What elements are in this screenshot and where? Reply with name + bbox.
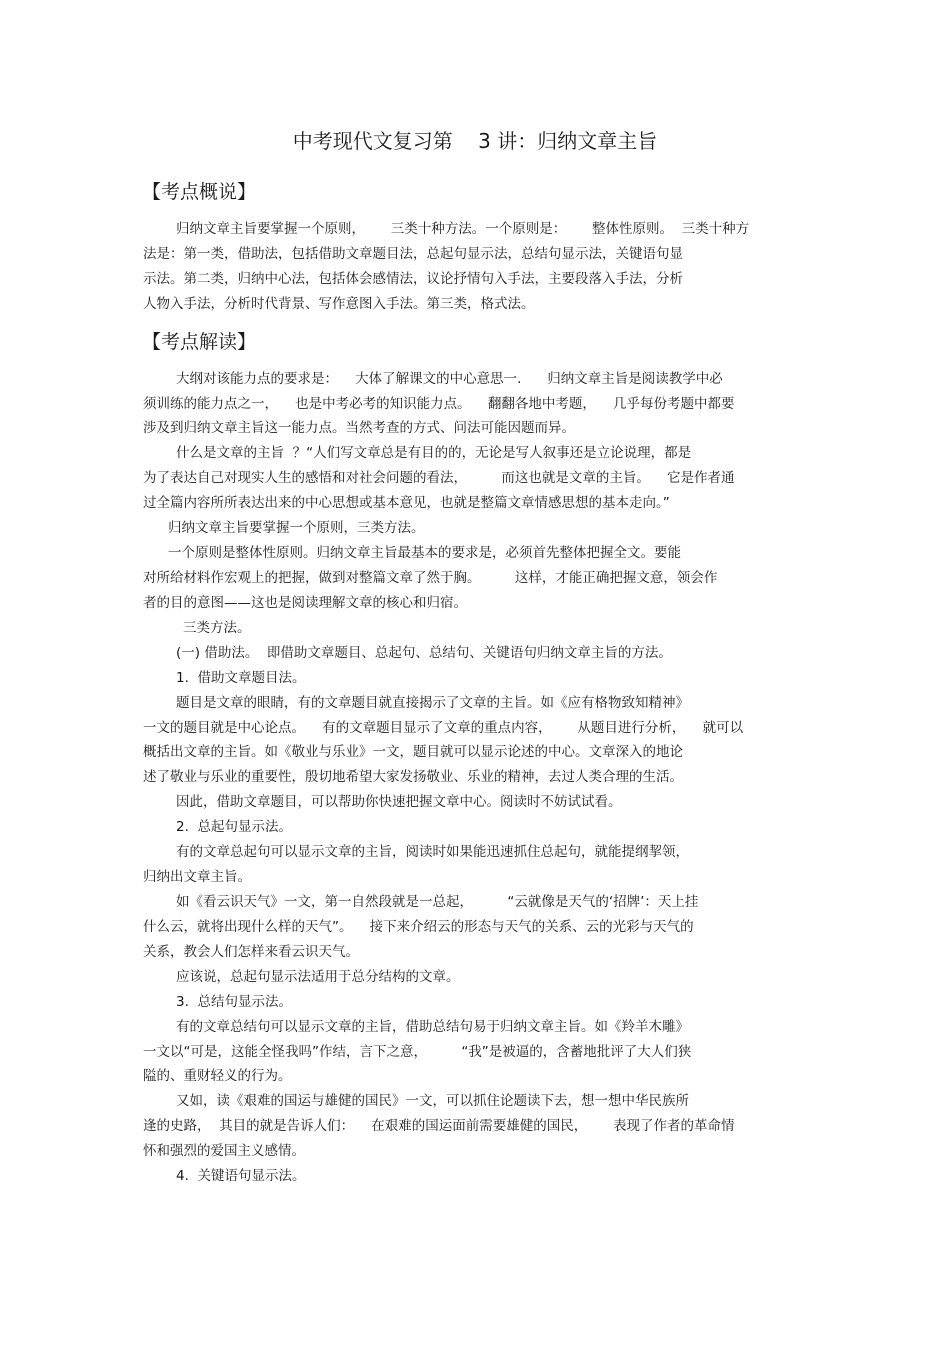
paragraph-line: 什么云，就将出现什么样的天气”。 接下来介绍云的形态与天气的关系、云的光彩与天气的 [143,919,694,935]
paragraph-line: 一个原则是整体性原则。归纳文章主旨最基本的要求是，必须首先整体把握全文。要能 [168,545,681,561]
paragraph-line: 为了表达自己对现实人生的感悟和对社会问题的看法， 而这也就是文章的主旨。 它是作者通 [143,470,735,486]
paragraph-line: 归纳文章主旨要掌握一个原则，三类方法。 [168,520,425,536]
paragraph-line: (一) 借助法。 即借助文章题目、总起句、总结句、关键语句归纳文章主旨的方法。 [176,645,672,661]
paragraph-line: 述了敬业与乐业的重要性，殷切地希望大家发扬敬业、乐业的精神，去过人类合理的生活。 [143,769,683,785]
paragraph-line: 须训练的能力点之一， 也是中考必考的知识能力点。 翻翻各地中考题， 几乎每份考题中都要 [143,396,735,412]
section-heading-overview: 【考点概说】 [142,181,257,203]
paragraph-line: 有的文章总起句可以显示文章的主旨，阅读时如果能迅速抓住总起句，就能提纲挈领， [176,844,689,860]
paragraph-line: 什么是文章的主旨 ？“人们写文章总是有目的的，无论是写人叙事还是立论说理，都是 [176,445,692,461]
paragraph-line: 法是：第一类，借助法，包括借助文章题目法，总起句显示法，总结句显示法，关键语句显 [143,246,683,262]
paragraph-line: 涉及到归纳文章主旨这一能力点。当然考查的方式、问法可能因题而异。 [143,420,575,436]
paragraph-line: 三类方法。 [183,620,251,636]
paragraph-line: 一文以“可是，这能全怪我吗”作结，言下之意， “我”是被逼的，含蓄地批评了大人们狭 [143,1044,692,1060]
paragraph-line: 隘的、重财轻义的行为。 [143,1068,292,1084]
paragraph-line: 关系，教会人们怎样来看云识天气。 [143,944,359,960]
paragraph-line: 应该说，总起句显示法适用于总分结构的文章。 [176,969,460,985]
paragraph-line: 又如，读《艰难的国运与雄健的国民》一文，可以抓住论题读下去，想一想中华民族所 [176,1093,689,1109]
paragraph-line: 者的目的意图——这也是阅读理解文章的核心和归宿。 [143,595,467,611]
paragraph-line: 怀和强烈的爱国主义感情。 [143,1143,305,1159]
paragraph-line: 过全篇内容所所表达出来的中心思想或基本意见，也就是整篇文章情感思想的基本走向。” [143,495,670,511]
paragraph-line: 示法。第二类，归纳中心法，包括体会感情法，议论抒情句入手法，主要段落入手法，分析 [143,271,683,287]
paragraph-line: 因此，借助文章题目，可以帮助你快速把握文章中心。阅读时不妨试试看。 [176,794,622,810]
section-heading-interpretation: 【考点解读】 [142,331,257,353]
subheading-line: 1. 借助文章题目法。 [176,670,306,686]
paragraph-line: 归纳出文章主旨。 [143,869,251,885]
subheading-line: 2. 总起句显示法。 [176,819,292,835]
subheading-line: 4. 关键语句显示法。 [176,1168,306,1184]
paragraph-line: 如《看云识天气》一文，第一自然段就是一总起， “云就像是天气的‘招牌’：天上挂 [176,894,699,910]
paragraph-line: 人物入手法，分析时代背景、写作意图入手法。第三类，格式法。 [143,296,535,312]
paragraph-line: 归纳文章主旨要掌握一个原则， 三类十种方法。一个原则是： 整体性原则。 三类十种方 [176,221,750,237]
paragraph-line: 对所给材料作宏观上的把握，做到对整篇文章了然于胸。 这样，才能正确把握文意，领会作 [143,570,718,586]
paragraph-line: 逢的史路， 其目的就是告诉人们： 在艰难的国运面前需要雄健的国民， 表现了作者的革命情 [143,1118,735,1134]
paragraph-line: 概括出文章的主旨。如《敬业与乐业》一文，题目就可以显示论述的中心。文章深入的地论 [143,744,683,760]
paragraph-line: 大纲对该能力点的要求是： 大体了解课文的中心意思一. 归纳文章主旨是阅读教学中必 [176,371,723,387]
subheading-line: 3. 总结句显示法。 [176,994,292,1010]
document-title: 中考现代文复习第 3 讲：归纳文章主旨 [292,129,658,153]
paragraph-line: 题目是文章的眼睛，有的文章题目就直接揭示了文章的主旨。如《应有格物致知精神》 [176,695,689,711]
paragraph-line: 有的文章总结句可以显示文章的主旨，借助总结句易于归纳文章主旨。如《羚羊木雕》 [176,1019,689,1035]
paragraph-line: 一文的题目就是中心论点。 有的文章题目显示了文章的重点内容， 从题目进行分析， 就可以 [143,720,744,736]
